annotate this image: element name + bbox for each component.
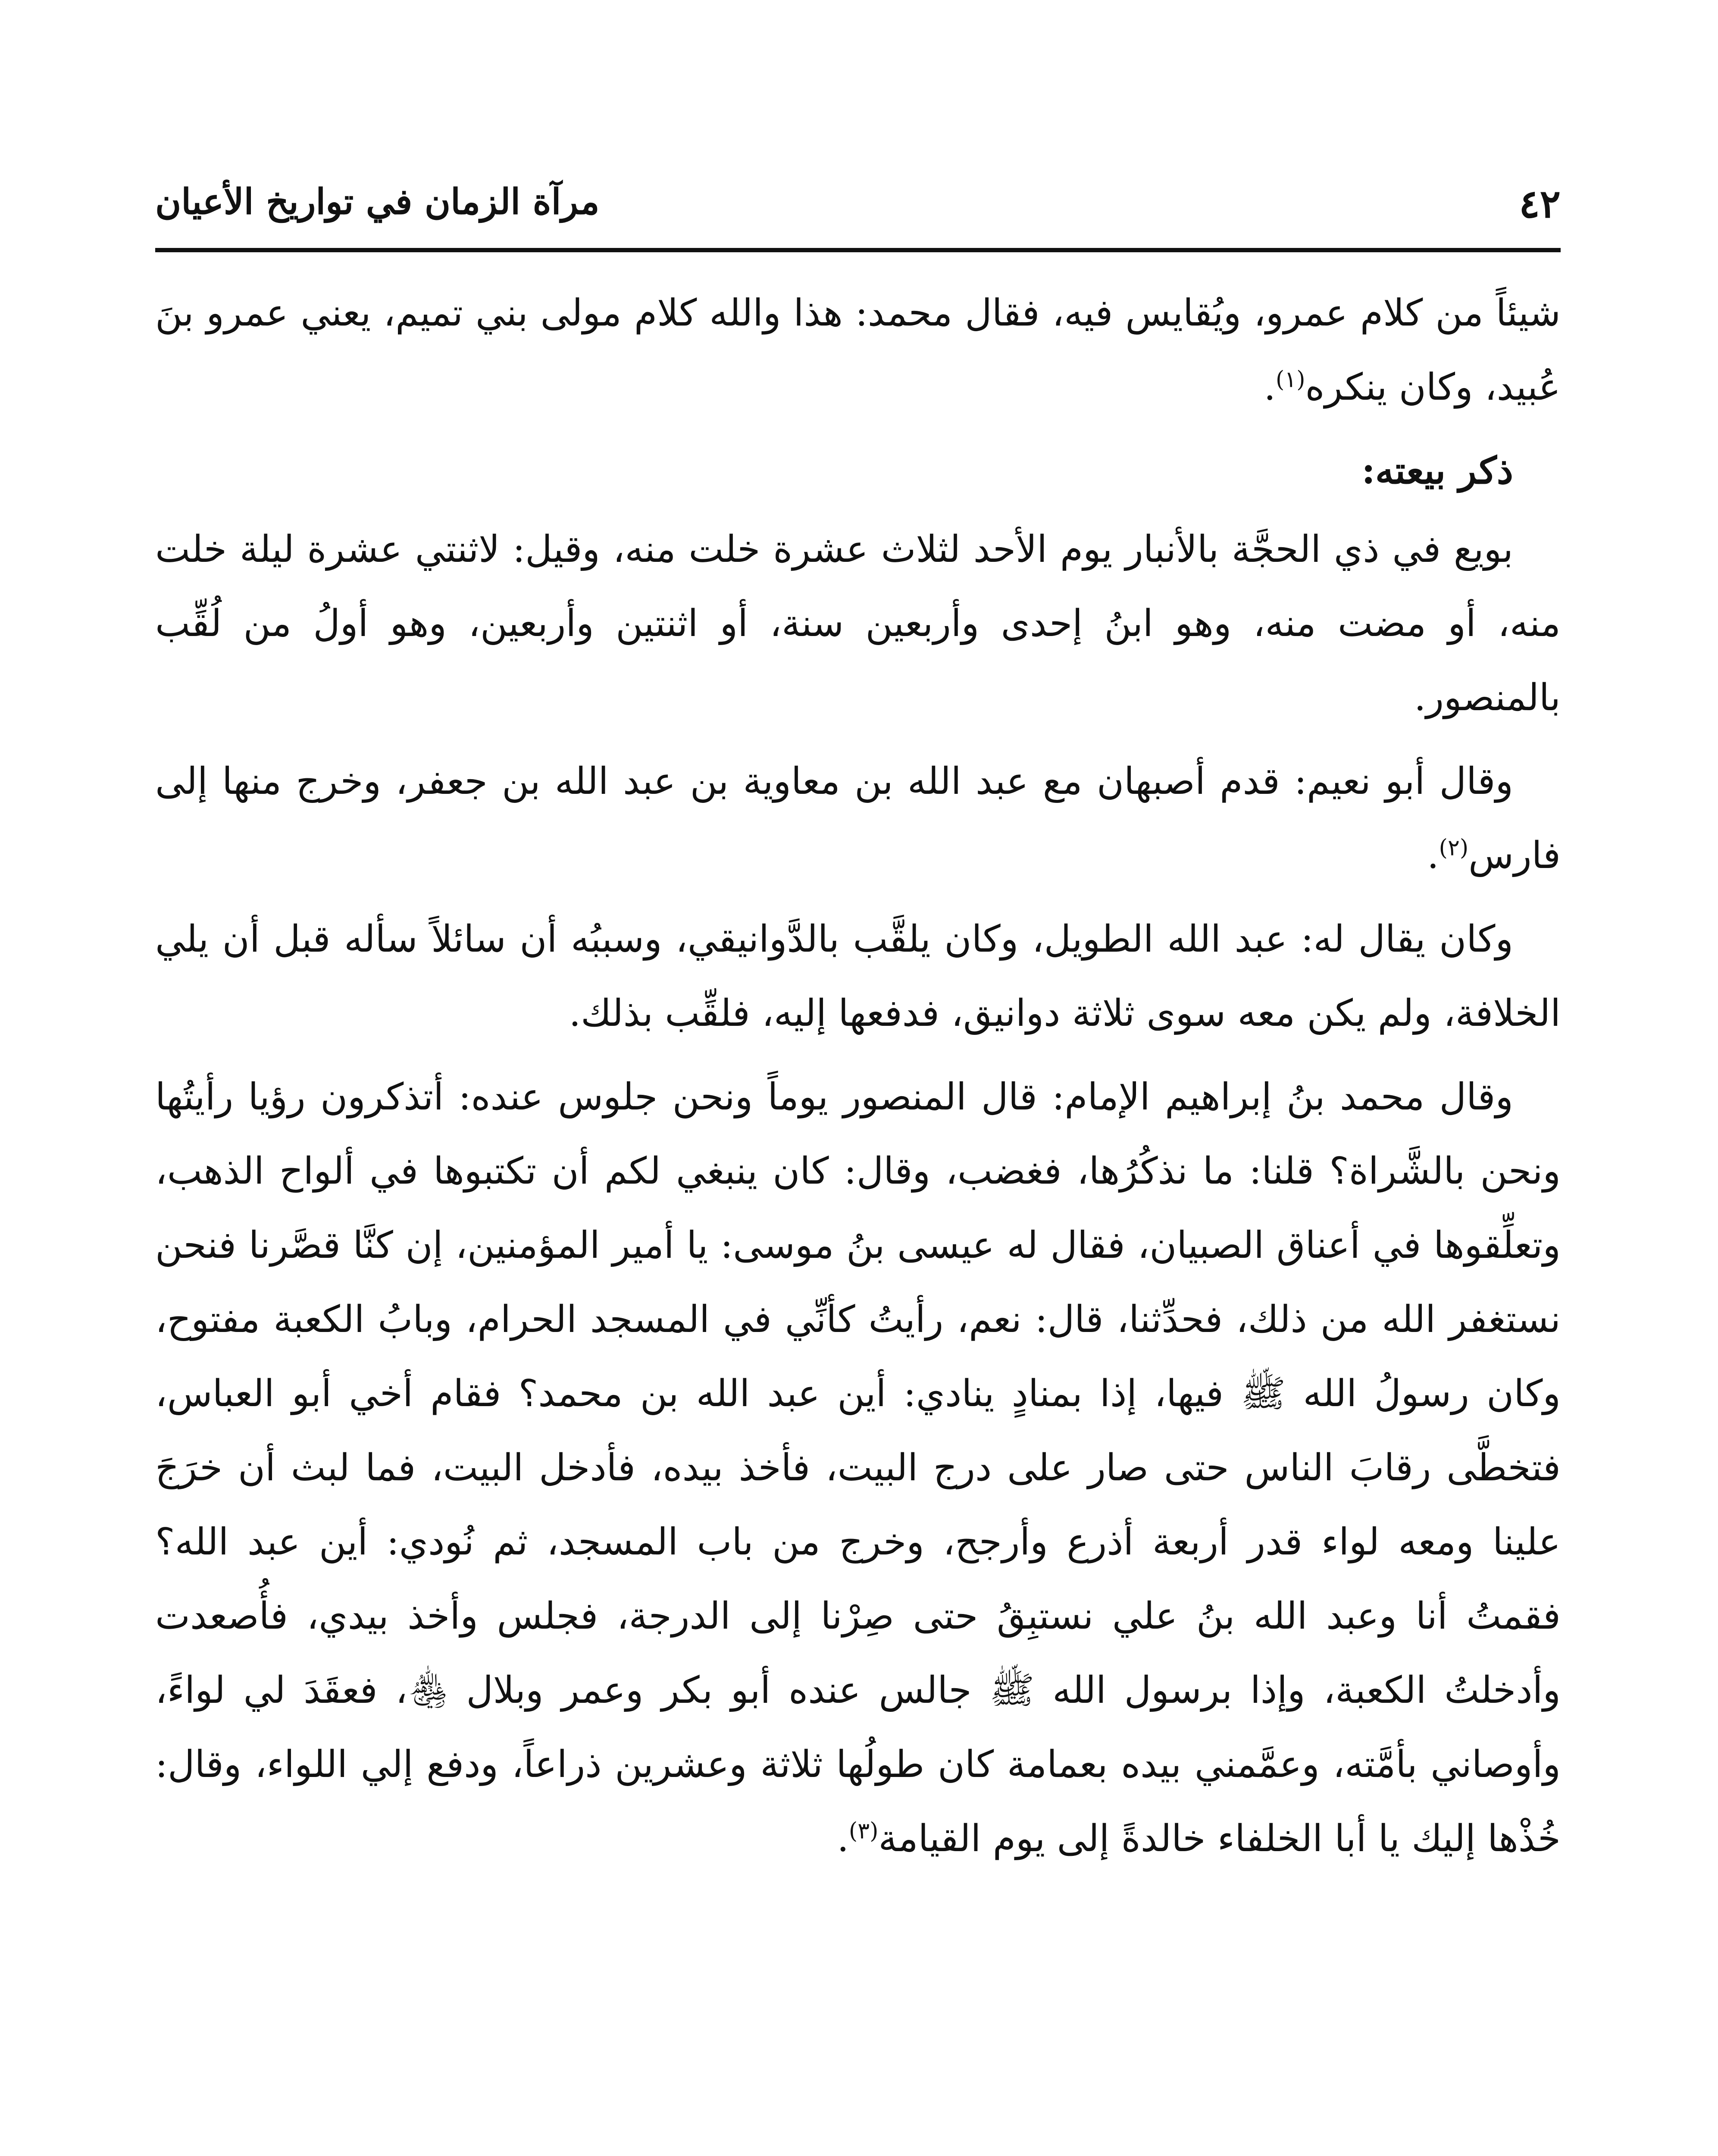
paragraph-3: وقال أبو نعيم: قدم أصبهان مع عبد الله بن معاوية بن عبد الله بن جعفر، وخرج منها إلى فارس$^{(٢)}$. bbox=[155, 760, 1561, 877]
page-number: ٤٢ bbox=[1519, 181, 1561, 227]
running-header bbox=[155, 172, 1561, 237]
paragraph-1-text: شيئاً من كلام عمرو، ويُقايس فيه، فقال محمد: هذا والله كلام مولى بني تميم، يعني عمرو بنَ عُبيد، وكان ينكره bbox=[155, 291, 1561, 409]
book-title: مرآة الزمان في تواريخ الأعيان bbox=[155, 181, 600, 222]
main-text bbox=[155, 276, 1561, 1885]
section-heading: ذكر بيعته: bbox=[1361, 449, 1513, 492]
header-rule bbox=[155, 248, 1561, 252]
footnote-ref-3[interactable]: (٣) bbox=[848, 1818, 879, 1844]
paragraph-4: وكان يقال له: عبد الله الطويل، وكان يلقَّب بالدَّوانيقي، وسببُه أن سائلاً سأله قبل أن يلي الخلافة، ولم يكن معه سوى ثلاثة دوانيق، فدفعها إليه، فلقِّب بذلك. bbox=[155, 918, 1561, 1035]
paragraph-5: وقال محمد بنُ إبراهيم الإمام: قال المنصور يوماً ونحن جلوس عنده: أتذكرون رؤيا رأيتُها ونحن بالشَّراة؟ قلنا: ما نذكُرُها، فغضب، وقال: كان ينبغي لكم أن تكتبوها في ألواح الذهب، وتعلِّقوها في أعناق الصبيان، فقال له عيسى بنُ موسى: يا أمير المؤمنين، إن كنَّا قصَّرنا فنحن نستغفر الله من ذلك، فحدِّثنا، قال: نعم، رأيتُ كأنِّي في المسجد الحرام، وبابُ الكعبة مفتوح، وكان رسولُ الله ﷺ فيها، إذا بمنادٍ ينادي: أين عبد الله بن محمد؟ فقام أخي أبو العباس، فتخطَّى رقابَ الناس حتى صار على درج البيت، فأخذ بيده، فأدخل البيت، فما لبث أن خرَجَ علينا ومعه لواء قدر أربعة أذرع وأرجح، وخرج من باب المسجد، ثم نُودي: أين عبد الله؟ فقمتُ أنا وعبد الله بنُ علي نستبِقُ حتى صِرْنا إلى الدرجة، فجلس وأخذ بيدي، فأُصعدت وأدخلتُ الكعبة، وإذا برسول الله ﷺ جالس عنده أبو بكر وعمر وبلال ﵃، فعقَدَ لي لواءً، وأوصاني بأمَّته، وعمَّمني بيده بعمامة كان طولُها ثلاثة وعشرين ذراعاً، ودفع إلي اللواء، وقال: خُذْها إليك يا أبا الخلفاء خالدةً إلى يوم القيامة$^{(٣)}$. bbox=[155, 1075, 1561, 1860]
footnote-ref-2[interactable]: (٢) bbox=[1439, 835, 1469, 861]
paragraph-2: بويع في ذي الحجَّة بالأنبار يوم الأحد لثلاث عشرة خلت منه، وقيل: لاثنتي عشرة ليلة خلت منه، أو مضت منه، وهو ابنُ إحدى وأربعين سنة، أو اثنتين وأربعين، وهو أولُ من لُقِّب بالمنصور. bbox=[155, 528, 1561, 719]
paragraph-1: شيئاً من كلام عمرو، ويُقايس فيه، فقال محمد: هذا والله كلام مولى بني تميم، يعني عمرو بنَ عُبيد، وكان ينكره$^{(١)}$. bbox=[155, 291, 1561, 409]
footnote-ref-1[interactable]: (١) bbox=[1275, 367, 1305, 393]
paragraph-5-text: وقال محمد بنُ إبراهيم الإمام: قال المنصور يوماً ونحن جلوس عنده: أتذكرون رؤيا رأيتُها ونحن بالشَّراة؟ قلنا: ما نذكُرُها، فغضب، وقال: كان ينبغي لكم أن تكتبوها في ألواح الذهب، وتعلِّقوها في أعناق الصبيان، فقال له عيسى بنُ موسى: يا أمير المؤمنين، إن كنَّا قصَّرنا فنحن نستغفر الله من ذلك، فحدِّثنا، قال: نعم، رأيتُ كأنِّي في المسجد الحرام، وبابُ الكعبة مفتوح، وكان رسولُ الله ﷺ فيها، إذا بمنادٍ ينادي: أين عبد الله بن محمد؟ فقام أخي أبو العباس، فتخطَّى رقابَ الناس حتى صار على درج البيت، فأخذ بيده، فأدخل البيت، فما لبث أن خرَجَ علينا ومعه لواء قدر أربعة أذرع وأرجح، وخرج من باب المسجد، ثم نُودي: أين عبد الله؟ فقمتُ أنا وعبد الله بنُ علي نستبِقُ حتى صِرْنا إلى الدرجة، فجلس وأخذ بيدي، فأُصعدت وأدخلتُ الكعبة، وإذا برسول الله ﷺ جالس عنده أبو بكر وعمر وبلال ﵃، فعقَدَ لي لواءً، وأوصاني بأمَّته، وعمَّمني بيده بعمامة كان طولُها ثلاثة وعشرين ذراعاً، ودفع إلي اللواء، وقال: خُذْها إليك يا أبا الخلفاء خالدةً إلى يوم القيامة bbox=[155, 1075, 1561, 1860]
paragraph-3-text: وقال أبو نعيم: قدم أصبهان مع عبد الله بن معاوية بن عبد الله بن جعفر، وخرج منها إلى فارس bbox=[155, 760, 1561, 877]
